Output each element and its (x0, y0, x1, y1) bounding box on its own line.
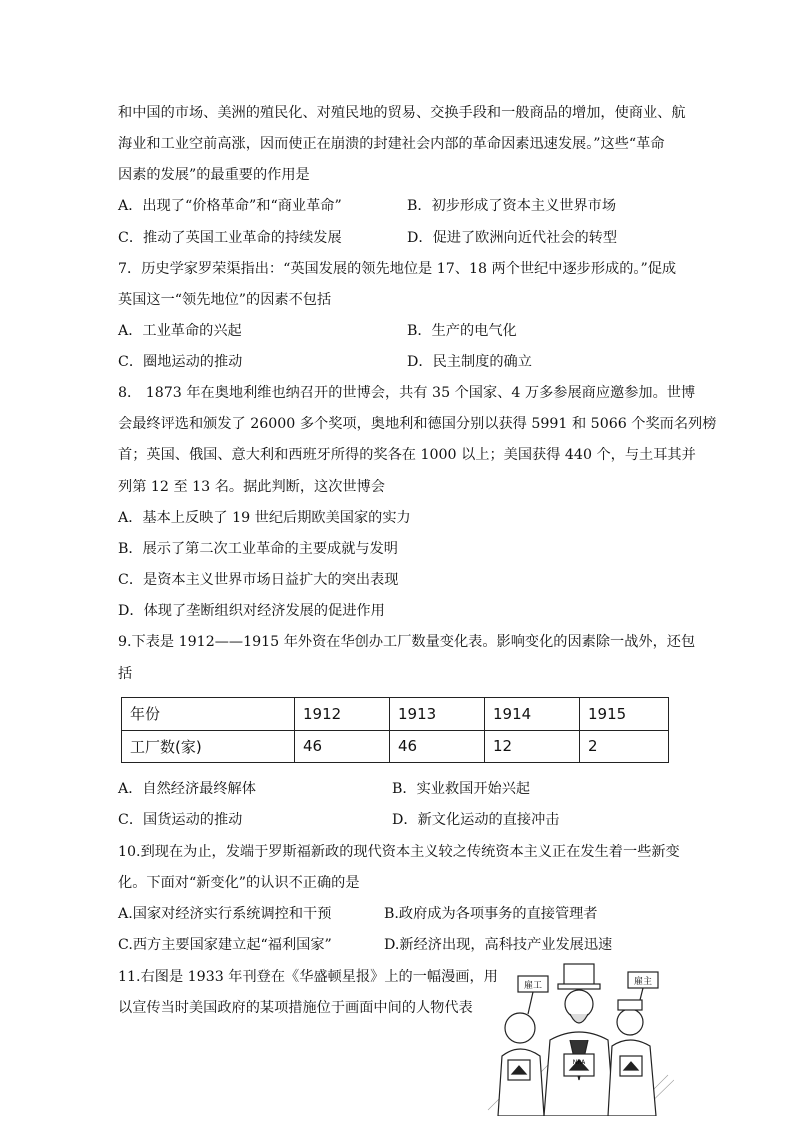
q8-option-d: D．体现了垄断组织对经济发展的促进作用 (118, 603, 385, 619)
q8-option-b: B．展示了第二次工业革命的主要成就与发明 (118, 541, 398, 557)
table-cell: 46 (390, 730, 485, 763)
table-row (122, 698, 669, 731)
table-cell: 1913 (390, 698, 485, 731)
sign-left-label: 雇工 (523, 981, 543, 991)
intro-line-3: 因素的发展”的最重要的作用是 (118, 167, 310, 183)
table-cell: 工厂数(家) (122, 730, 295, 763)
table-cell: 年份 (122, 698, 295, 731)
intro-line-1: 和中国的市场、美洲的殖民化、对殖民地的贸易、交换手段和一般商品的增加，使商业、航 (118, 105, 686, 121)
q8-stem-line-4: 列第 12 至 13 名。据此判断，这次世博会 (118, 479, 385, 495)
q10-stem-line-2: 化。下面对“新变化”的认识不正确的是 (118, 875, 360, 891)
q7-option-d: D．民主制度的确立 (407, 354, 532, 370)
sign-right-label: 雇主 (633, 977, 653, 987)
q6-option-d: D．促进了欧洲向近代社会的转型 (407, 230, 618, 246)
q11-stem-line-2: 以宣传当时美国政府的某项措施位于画面中间的人物代表 (118, 1000, 473, 1016)
q7-stem-line-2: 英国这一“领先地位”的因素不包括 (118, 292, 332, 308)
q11-stem-line-1: 11.右图是 1933 年刊登在《华盛顿星报》上的一幅漫画，用 (118, 969, 498, 985)
q7-option-a: A．工业革命的兴起 (118, 323, 242, 339)
q10-option-b: B.政府成为各项事务的直接管理者 (384, 906, 598, 922)
q9-option-d: D．新文化运动的直接冲击 (392, 812, 560, 828)
q6-option-b: B．初步形成了资本主义世界市场 (407, 198, 617, 214)
q6-option-c: C．推动了英国工业革命的持续发展 (118, 230, 342, 246)
table-cell: 46 (295, 730, 390, 763)
q7-option-b: B．生产的电气化 (407, 323, 517, 339)
q9-option-b: B．实业救国开始兴起 (392, 781, 531, 797)
q9-stem-line-2: 括 (118, 666, 133, 682)
table-row (122, 730, 669, 763)
q6-option-a: A．出现了“价格革命”和“商业革命” (118, 198, 342, 214)
table-cell: 1915 (580, 698, 669, 731)
q7-stem-line-1: 7．历史学家罗荣渠指出：“英国发展的领先地位是 17、18 两个世纪中逐步形成的。”促成 (118, 261, 677, 277)
q9-option-c: C．国货运动的推动 (118, 812, 243, 828)
nra-badge-text: NRA (572, 1059, 586, 1066)
q10-option-c: C.西方主要国家建立起“福利国家” (118, 937, 332, 953)
nra-cartoon-image (478, 960, 674, 1116)
table-cell: 2 (580, 730, 669, 763)
q9-option-a: A．自然经济最终解体 (118, 781, 256, 797)
q8-stem-line-1: 8． 1873 年在奥地利维也纳召开的世博会，共有 35 个国家、4 万多参展商应邀参加。世博 (118, 385, 696, 401)
q8-option-a: A．基本上反映了 19 世纪后期欧美国家的实力 (118, 510, 411, 526)
q10-option-a: A.国家对经济实行系统调控和干预 (118, 906, 332, 922)
q10-option-d: D.新经济出现，高科技产业发展迅速 (384, 937, 613, 953)
table-cell: 1912 (295, 698, 390, 731)
table-cell: 12 (485, 730, 580, 763)
table-cell: 1914 (485, 698, 580, 731)
q9-stem-line-1: 9.下表是 1912——1915 年外资在华创办工厂数量变化表。影响变化的因素除一战外，还包 (118, 634, 696, 650)
q8-stem-line-2: 会最终评选和颁发了 26000 多个奖项，奥地利和德国分别以获得 5991 和 5066 个奖而名列榜 (118, 416, 717, 432)
q10-stem-line-1: 10.到现在为止，发端于罗斯福新政的现代资本主义较之传统资本主义正在发生着一些新变 (118, 844, 680, 860)
q8-option-c: C．是资本主义世界市场日益扩大的突出表现 (118, 572, 399, 588)
factory-count-table (121, 697, 669, 763)
intro-line-2: 海业和工业空前高涨，因而使正在崩溃的封建社会内部的革命因素迅速发展。”这些“革命 (118, 136, 665, 152)
q8-stem-line-3: 首；英国、俄国、意大利和西班牙所得的奖各在 1000 以上；美国获得 440 个，与土耳其并 (118, 447, 696, 463)
q7-option-c: C．圈地运动的推动 (118, 354, 243, 370)
